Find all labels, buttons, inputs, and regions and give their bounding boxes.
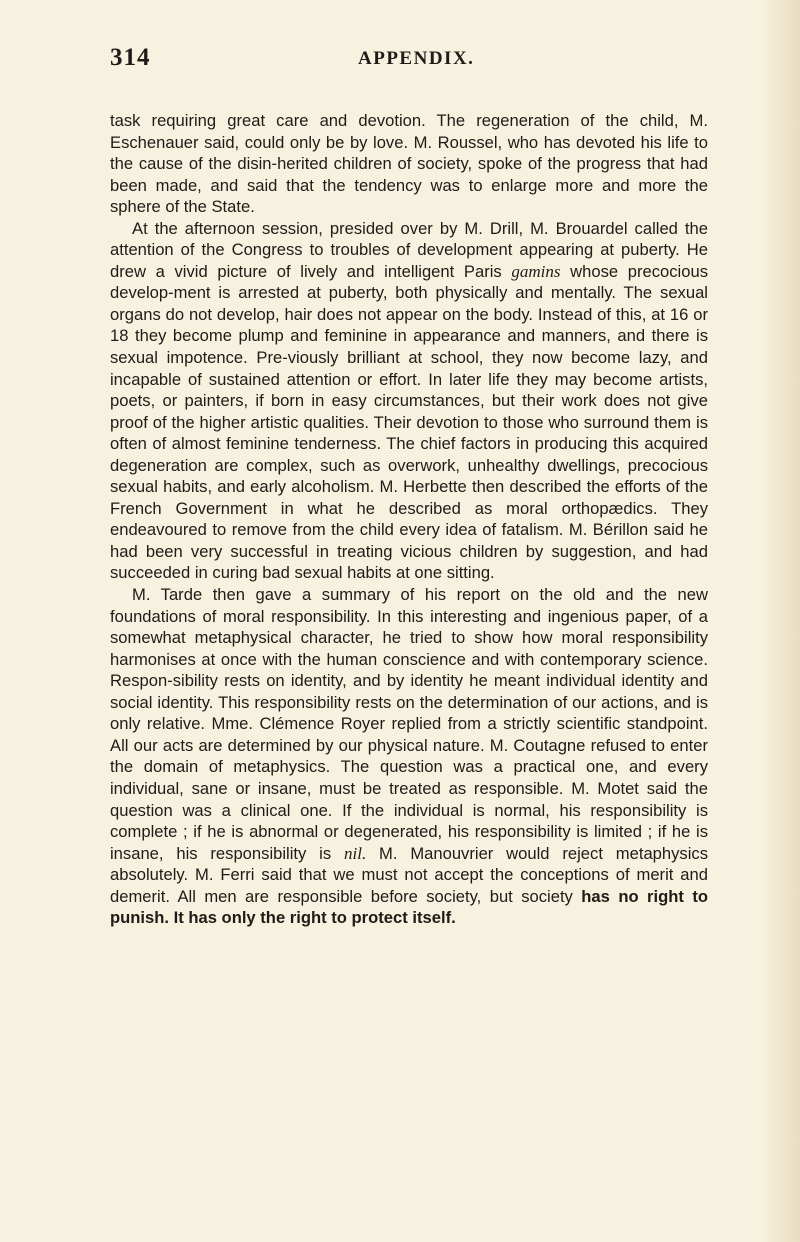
running-head (106, 44, 706, 80)
paragraph-2 (110, 218, 708, 584)
paragraph-3 (110, 584, 708, 929)
body-text (110, 110, 708, 929)
paragraph-1-text: task requiring great care and devotion. The regeneration of the child, M. Eschenauer said, could only be by love. M. Roussel, who has devoted his life to the cause of the disin-herited children of society, spoke of the progress that had been made, and said that the tendency was to enlarge more and more the sphere of the State. (110, 111, 708, 217)
header-title: APPENDIX. (358, 48, 475, 69)
paragraph-1 (110, 110, 708, 218)
paragraph-2-text-b: whose precocious develop-ment is arrested at puberty, both physically and mentally. The sexual organs do not develop, hair does not appear on the body. Instead of this, at 16 or 18 they become plump and feminine in appearance and manners, and there is sexual impotence. Pre-viously brilliant at school, they now become lazy, and incapable of sustained attention or effort. In later life they may become artists, poets, or painters, if born in easy circumstances, but their work does not give proof of the higher artistic qualities. Their devotion to those who surround them is often of almost feminine tenderness. The chief factors in producing this acquired degeneration are complex, such as overwork, unhealthy dwellings, precocious sexual habits, and early alcoholism. M. Herbette then described the efforts of the French Government in what he described as moral orthopædics. They endeavoured to remove from the child every idea of fatalism. M. Bérillon said he had been very successful in treating vicious children by suggestion, and had succeeded in curing bad sexual habits at one sitting. (110, 261, 708, 583)
paragraph-2-italic: gamins (511, 261, 561, 281)
paragraph-3-bold-tail: has no right to punish. It has only the right to protect itself. (110, 886, 708, 928)
paragraph-3-text-a: M. Tarde then gave a summary of his report on the old and the new foundations of moral responsibility. In this interesting and ingenious paper, of a somewhat metaphysical character, he tried to show how moral responsibility harmonises at once with the human conscience and with contemporary science. Respon-sibility rests on identity, and by identity he meant individual identity and social identity. This responsibility rests on the determination of our actions, and is only relative. Mme. Clémence Royer replied from a strictly scientific standpoint. All our acts are determined by our physical nature. M. Coutagne refused to enter the domain of metaphysics. The question was a practical one, and every individual, sane or insane, must be treated as responsible. M. Motet said the question was a clinical one. If the individual is normal, his responsibility is complete ; if he is abnormal or degenerated, his responsibility is limited ; if he is insane, his responsibility is (110, 585, 708, 863)
paragraph-2-text-a: At the afternoon session, presided over by M. Drill, M. Brouardel called the attention of the Congress to troubles of development appearing at puberty. He drew a vivid picture of lively and intelligent Paris (110, 218, 708, 281)
paragraph-3-text-b: M. Manouvrier would reject metaphysics absolutely. M. Ferri said that we must not accept the conceptions of merit and demerit. All men are responsible before society, but society (110, 843, 709, 906)
page-number: 314 (110, 44, 151, 71)
paragraph-3-italic: nil. (344, 843, 367, 863)
